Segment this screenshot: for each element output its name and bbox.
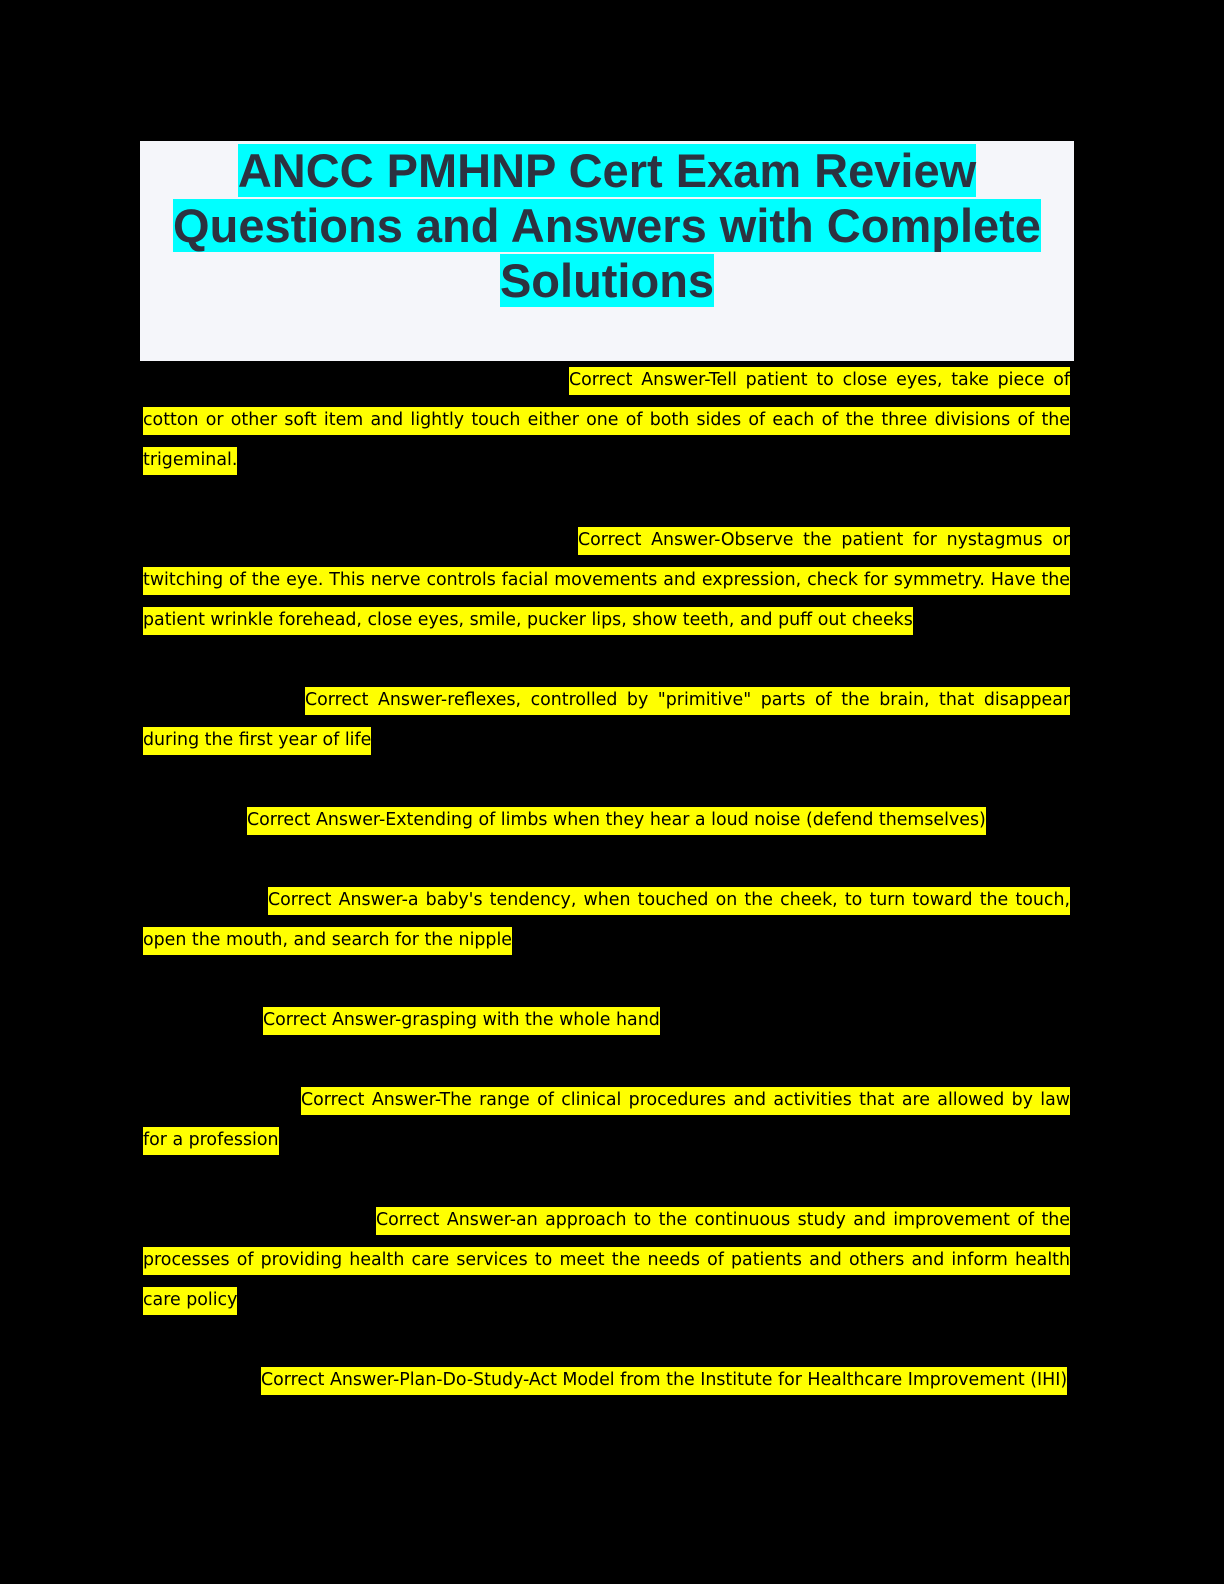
- answer-text: Correct Answer-reflexes, controlled by "primitive" parts of the brain, that disappear during the first year of life: [143, 687, 1070, 755]
- answer-text: Correct Answer-Extending of limbs when they hear a loud noise (defend themselves): [247, 807, 986, 835]
- answer-item: [143, 800, 1070, 840]
- title-line-2: Questions and Answers with Complete: [173, 199, 1041, 252]
- answer-item: [143, 520, 1070, 640]
- answer-text: Correct Answer-The range of clinical procedures and activities that are allowed by law for a profession: [143, 1087, 1070, 1155]
- answer-item: [143, 1200, 1070, 1320]
- title-line-1: ANCC PMHNP Cert Exam Review: [237, 144, 977, 197]
- answer-list: [143, 360, 1070, 1400]
- answer-text: Correct Answer-Plan-Do-Study-Act Model from the Institute for Healthcare Improvement (IHI): [261, 1367, 1067, 1395]
- answer-item: [143, 680, 1070, 760]
- title-line-3: Solutions: [499, 254, 715, 307]
- answer-item: [143, 1080, 1070, 1160]
- answer-text: Correct Answer-Tell patient to close eyes, take piece of cotton or other soft item and lightly touch either one of both sides of each of the three divisions of the trigeminal.: [143, 367, 1070, 475]
- document-title: [140, 141, 1074, 308]
- answer-text: Correct Answer-grasping with the whole hand: [263, 1007, 660, 1035]
- answer-text: Correct Answer-an approach to the continuous study and improvement of the processes of providing health care services to meet the needs of patients and others and inform health care policy: [143, 1207, 1070, 1315]
- answer-text: Correct Answer-a baby's tendency, when touched on the cheek, to turn toward the touch, open the mouth, and search for the nipple: [143, 887, 1070, 955]
- answer-text: Correct Answer-Observe the patient for nystagmus or twitching of the eye. This nerve controls facial movements and expression, check for symmetry. Have the patient wrinkle forehead, close eyes, smile, pucker lips, show teeth, and puff out cheeks: [143, 527, 1070, 635]
- answer-item: [143, 880, 1070, 960]
- title-header-box: [140, 141, 1074, 361]
- answer-item: [143, 1000, 1070, 1040]
- answer-item: [143, 1360, 1070, 1400]
- answer-item: [143, 360, 1070, 480]
